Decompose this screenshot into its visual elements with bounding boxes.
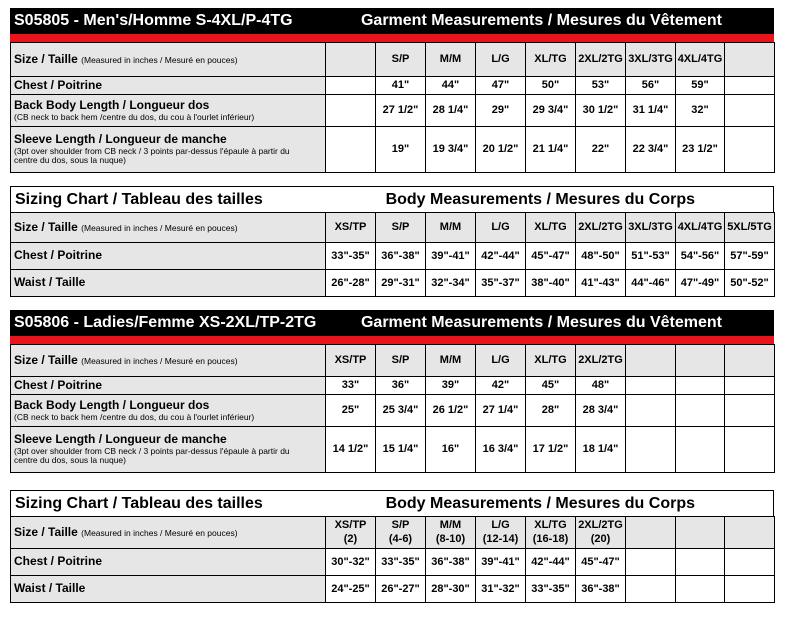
value-cell: 16 3/4" [476, 427, 526, 473]
mens-body-table [10, 212, 775, 297]
value-cell: 26 1/2" [426, 395, 476, 427]
value-cell: 25" [326, 395, 376, 427]
size-header-row [11, 213, 775, 243]
size-cell: 2XL/2TG [576, 345, 626, 377]
value-cell [725, 77, 775, 95]
mens-body-title: Sizing Chart / Tableau des tailles [15, 190, 263, 208]
size-cell: XL/TG [526, 213, 576, 243]
value-cell: 41" [376, 77, 426, 95]
size-cell: 2XL/2TG [576, 43, 626, 77]
size-cell: S/P [376, 213, 426, 243]
value-cell: 28 1/4" [426, 95, 476, 127]
size-cell: 2XL/2TG (20) [576, 517, 626, 549]
mens-garment-header [10, 8, 774, 34]
value-cell: 18 1/4" [576, 427, 626, 473]
row-label: Chest / Poitrine [11, 243, 326, 270]
ladies-garment-section [10, 310, 774, 473]
size-label-cell: Size / Taille (Measured in inches / Mesuré en pouces) [11, 517, 326, 549]
ladies-garment-subtitle: Garment Measurements / Mesures du Vêtement [360, 314, 722, 331]
value-cell: 32"-34" [426, 270, 476, 297]
value-cell [725, 427, 775, 473]
table-row [11, 127, 775, 173]
value-cell: 39"-41" [476, 549, 526, 576]
size-cell [626, 517, 676, 549]
table-row [11, 77, 775, 95]
mens-garment-table [10, 42, 775, 173]
value-cell: 14 1/2" [326, 427, 376, 473]
value-cell: 45"-47" [576, 549, 626, 576]
value-cell [725, 95, 775, 127]
ladies-garment-title: S05806 - Ladies/Femme XS-2XL/TP-2TG [14, 314, 317, 331]
value-cell: 29"-31" [376, 270, 426, 297]
ladies-garment-header [10, 310, 774, 336]
value-cell: 20 1/2" [476, 127, 526, 173]
value-cell: 22" [576, 127, 626, 173]
empty-cell [326, 77, 376, 95]
table-row [11, 377, 775, 395]
size-cell: 5XL/5TG [725, 213, 775, 243]
value-cell [626, 549, 676, 576]
row-label: Chest / Poitrine [11, 77, 326, 95]
size-cell [626, 345, 676, 377]
ladies-body-header [10, 490, 774, 516]
size-cell [725, 517, 775, 549]
value-cell [725, 127, 775, 173]
size-cell [676, 517, 725, 549]
value-cell: 51"-53" [626, 243, 676, 270]
size-cell: L/G [476, 345, 526, 377]
value-cell: 33"-35" [526, 576, 576, 603]
mens-body-subtitle: Body Measurements / Mesures du Corps [385, 190, 695, 208]
value-cell: 57"-59" [725, 243, 775, 270]
size-cell: S/P [376, 43, 426, 77]
value-cell: 45" [526, 377, 576, 395]
value-cell: 26"-28" [326, 270, 376, 297]
mens-body-section [10, 186, 774, 297]
size-cell: M/M [426, 43, 476, 77]
value-cell [626, 576, 676, 603]
value-cell [626, 377, 676, 395]
value-cell: 47" [476, 77, 526, 95]
value-cell: 50"-52" [725, 270, 775, 297]
size-cell: XL/TG (16-18) [526, 517, 576, 549]
value-cell: 31"-32" [476, 576, 526, 603]
value-cell: 17 1/2" [526, 427, 576, 473]
size-cell [725, 345, 775, 377]
ladies-body-table [10, 516, 775, 603]
value-cell: 19 3/4" [426, 127, 476, 173]
value-cell: 25 3/4" [376, 395, 426, 427]
value-cell: 48"-50" [576, 243, 626, 270]
value-cell [725, 576, 775, 603]
size-cell: S/P (4-6) [376, 517, 426, 549]
size-cell: L/G (12-14) [476, 517, 526, 549]
value-cell: 21 1/4" [526, 127, 576, 173]
value-cell [676, 549, 725, 576]
empty-cell [326, 43, 376, 77]
size-cell [725, 43, 775, 77]
value-cell: 16" [426, 427, 476, 473]
value-cell: 36"-38" [576, 576, 626, 603]
table-row [11, 549, 775, 576]
row-label: Sleeve Length / Longueur de manche (3pt over shoulder from CB neck / 3 points par-dessus l'épaule à partir du centre du dos, sous la nuque) [11, 427, 326, 473]
value-cell: 28"-30" [426, 576, 476, 603]
value-cell: 36"-38" [426, 549, 476, 576]
mens-garment-subtitle: Garment Measurements / Mesures du Vêtement [360, 12, 722, 29]
size-cell: 4XL/4TG [676, 43, 725, 77]
table-row [11, 95, 775, 127]
row-label: Back Body Length / Longueur dos (CB neck to back hem /centre du dos, du cou à l'ourlet inférieur) [11, 95, 326, 127]
value-cell: 29" [476, 95, 526, 127]
value-cell: 29 3/4" [526, 95, 576, 127]
value-cell: 42" [476, 377, 526, 395]
size-label-cell: Size / Taille (Measured in inches / Mesuré en pouces) [11, 213, 326, 243]
table-row [11, 270, 775, 297]
size-cell: XS/TP (2) [326, 517, 376, 549]
size-cell: M/M (8-10) [426, 517, 476, 549]
value-cell: 44" [426, 77, 476, 95]
value-cell [725, 549, 775, 576]
ladies-body-subtitle: Body Measurements / Mesures du Corps [385, 494, 695, 512]
mens-body-header [10, 186, 774, 212]
size-cell: 3XL/3TG [626, 43, 676, 77]
value-cell: 36" [376, 377, 426, 395]
size-cell: M/M [426, 213, 476, 243]
value-cell: 32" [676, 95, 725, 127]
value-cell: 27 1/2" [376, 95, 426, 127]
value-cell: 54"-56" [676, 243, 725, 270]
value-cell: 39" [426, 377, 476, 395]
row-label: Sleeve Length / Longueur de manche (3pt over shoulder from CB neck / 3 points par-dessus l'épaule à partir du centre du dos, sous la nuque) [11, 127, 326, 173]
size-cell: XS/TP [326, 345, 376, 377]
value-cell: 28" [526, 395, 576, 427]
size-header-row [11, 43, 775, 77]
value-cell: 19" [376, 127, 426, 173]
value-cell: 35"-37" [476, 270, 526, 297]
table-row [11, 427, 775, 473]
value-cell: 53" [576, 77, 626, 95]
ladies-garment-table [10, 344, 775, 473]
size-header-row [11, 517, 775, 549]
size-cell: 4XL/4TG [676, 213, 725, 243]
value-cell: 45"-47" [526, 243, 576, 270]
table-row [11, 395, 775, 427]
value-cell: 30 1/2" [576, 95, 626, 127]
size-label-cell: Size / Taille (Measured in inches / Mesuré en pouces) [11, 345, 326, 377]
size-cell: XL/TG [526, 345, 576, 377]
empty-cell [326, 95, 376, 127]
value-cell: 47"-49" [676, 270, 725, 297]
size-cell [676, 345, 725, 377]
value-cell: 15 1/4" [376, 427, 426, 473]
row-label: Waist / Taille [11, 270, 326, 297]
ladies-body-section [10, 490, 774, 603]
value-cell [725, 395, 775, 427]
row-label: Waist / Taille [11, 576, 326, 603]
size-cell: M/M [426, 345, 476, 377]
value-cell: 33"-35" [326, 243, 376, 270]
mens-garment-title: S05805 - Men's/Homme S-4XL/P-4TG [14, 12, 293, 29]
value-cell [676, 427, 725, 473]
value-cell [626, 427, 676, 473]
red-divider [10, 34, 774, 42]
table-row [11, 576, 775, 603]
size-cell: XS/TP [326, 213, 376, 243]
value-cell: 30"-32" [326, 549, 376, 576]
value-cell [676, 395, 725, 427]
value-cell: 56" [626, 77, 676, 95]
value-cell: 24"-25" [326, 576, 376, 603]
size-cell: L/G [476, 213, 526, 243]
row-label: Chest / Poitrine [11, 377, 326, 395]
size-header-row [11, 345, 775, 377]
value-cell: 26"-27" [376, 576, 426, 603]
ladies-body-title: Sizing Chart / Tableau des tailles [15, 494, 263, 512]
value-cell: 27 1/4" [476, 395, 526, 427]
value-cell [626, 395, 676, 427]
value-cell: 42"-44" [526, 549, 576, 576]
row-label: Chest / Poitrine [11, 549, 326, 576]
value-cell [725, 377, 775, 395]
value-cell [676, 377, 725, 395]
mens-garment-section [10, 8, 774, 173]
value-cell: 44"-46" [626, 270, 676, 297]
value-cell: 28 3/4" [576, 395, 626, 427]
value-cell: 38"-40" [526, 270, 576, 297]
value-cell [676, 576, 725, 603]
size-cell: XL/TG [526, 43, 576, 77]
value-cell: 22 3/4" [626, 127, 676, 173]
size-cell: 3XL/3TG [626, 213, 676, 243]
value-cell: 41"-43" [576, 270, 626, 297]
size-label-cell: Size / Taille (Measured in inches / Mesuré en pouces) [11, 43, 326, 77]
size-cell: L/G [476, 43, 526, 77]
value-cell: 48" [576, 377, 626, 395]
value-cell: 39"-41" [426, 243, 476, 270]
value-cell: 33"-35" [376, 549, 426, 576]
value-cell: 59" [676, 77, 725, 95]
value-cell: 23 1/2" [676, 127, 725, 173]
value-cell: 50" [526, 77, 576, 95]
size-cell: 2XL/2TG [576, 213, 626, 243]
size-cell: S/P [376, 345, 426, 377]
value-cell: 42"-44" [476, 243, 526, 270]
value-cell: 36"-38" [376, 243, 426, 270]
empty-cell [326, 127, 376, 173]
value-cell: 33" [326, 377, 376, 395]
table-row [11, 243, 775, 270]
row-label: Back Body Length / Longueur dos (CB neck to back hem /centre du dos, du cou à l'ourlet inférieur) [11, 395, 326, 427]
value-cell: 31 1/4" [626, 95, 676, 127]
red-divider [10, 336, 774, 344]
